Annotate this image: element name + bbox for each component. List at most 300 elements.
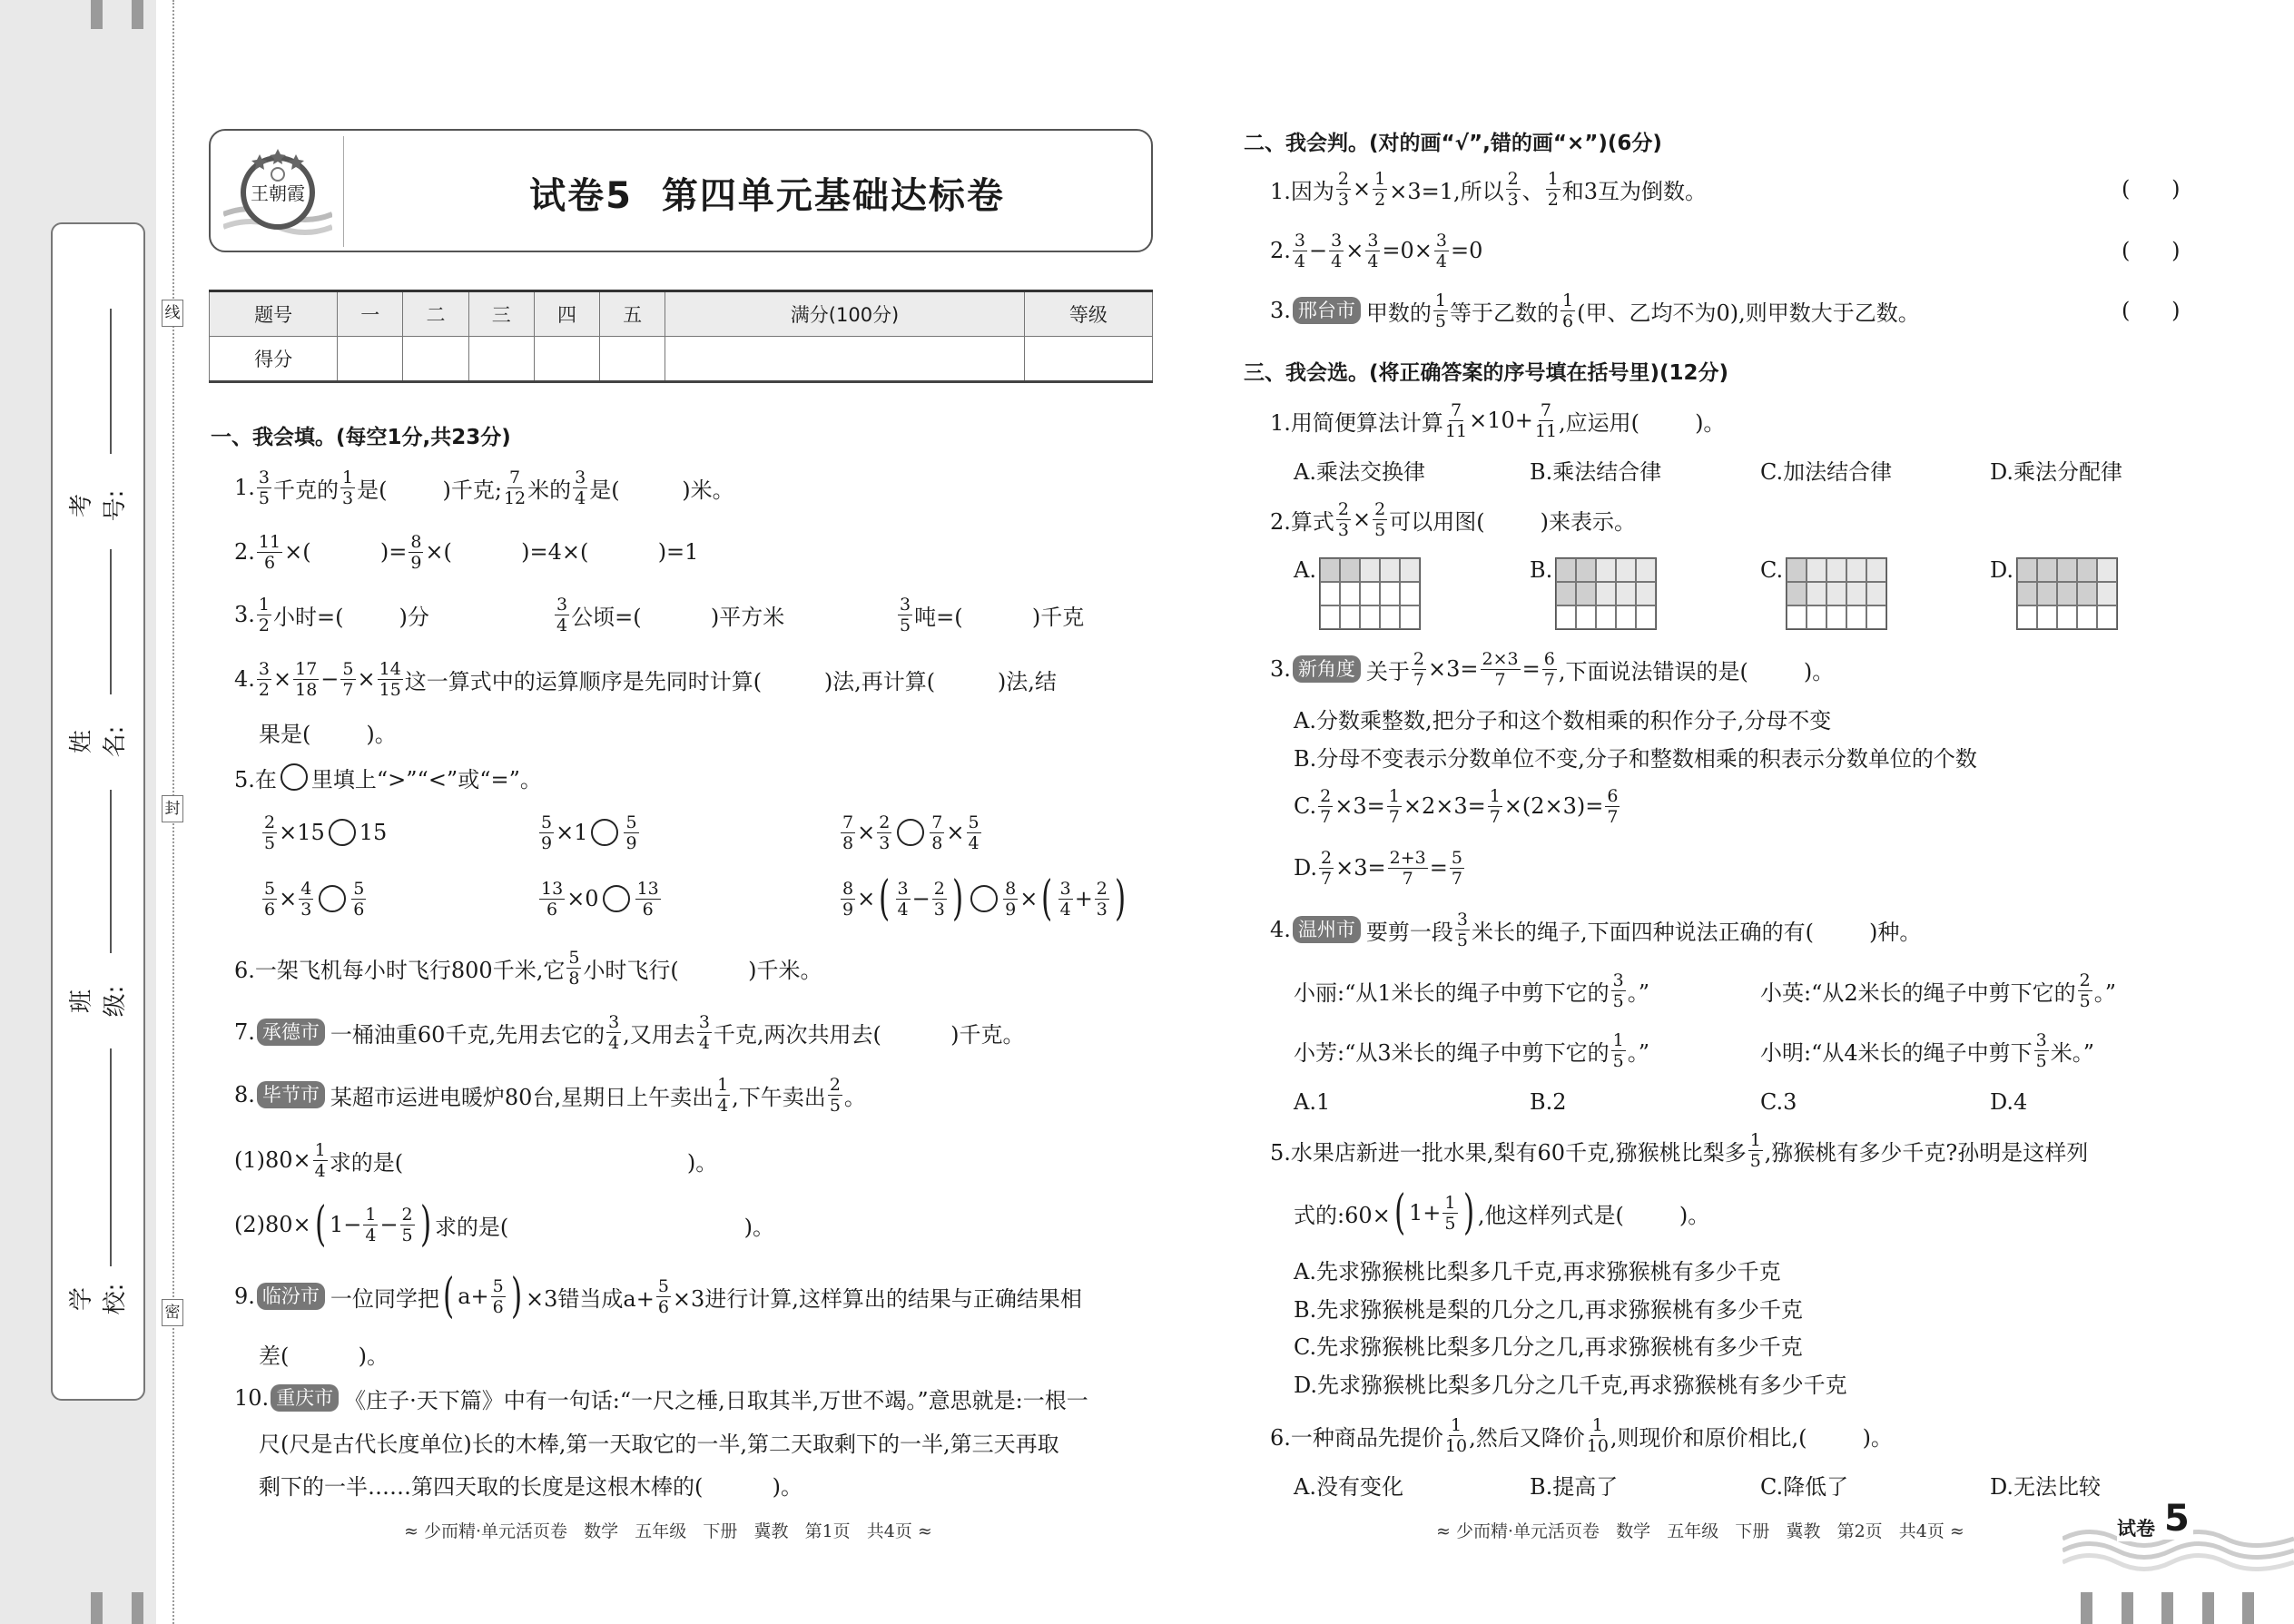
region-tag: 毕节市	[257, 1081, 325, 1108]
question-1-4-cont	[259, 706, 397, 757]
fraction-grid-c	[1786, 557, 1887, 630]
denominator: 2	[258, 679, 270, 700]
denominator: 2	[1547, 189, 1559, 210]
judge-1	[1270, 163, 1707, 214]
fraction	[351, 879, 366, 920]
text: ×	[1353, 176, 1372, 202]
denominator: 4	[1294, 251, 1305, 271]
grid-cell	[2097, 582, 2117, 605]
numerator: 1	[1450, 1414, 1462, 1435]
compare-circle[interactable]	[329, 819, 356, 846]
page-footer: ≈ 少而精·单元活页卷 数学 五年级 下册 冀教 第1页 共4页 ≈	[404, 1521, 932, 1541]
text: 6.一种商品先提价	[1270, 1424, 1443, 1451]
compare-item	[261, 807, 387, 858]
denominator: 7	[342, 679, 354, 700]
fraction	[539, 879, 565, 920]
denominator: 7	[1402, 868, 1413, 889]
text: D.	[1294, 855, 1318, 881]
numerator: 1	[717, 1074, 729, 1095]
text: 里填上“>”“<”或“=”。	[310, 766, 542, 792]
denominator: 18	[295, 679, 318, 700]
grid-cell	[1807, 605, 1826, 629]
statement-xiaoli	[1294, 965, 1649, 1016]
question-1-8	[234, 1069, 866, 1120]
section-1-heading	[211, 409, 511, 460]
denominator: 2	[1374, 189, 1386, 210]
statement-xiaofang	[1294, 1025, 1649, 1076]
text: 3.	[1270, 656, 1291, 682]
fraction	[1445, 1415, 1467, 1456]
question-1-3c	[896, 589, 1084, 640]
text: 米的	[527, 477, 572, 503]
registration-bar	[132, 0, 143, 29]
text: ×3=	[1335, 855, 1386, 881]
denominator: 4	[1331, 251, 1343, 271]
score-cell[interactable]	[338, 337, 403, 382]
fraction	[1365, 231, 1380, 271]
fraction	[313, 1140, 328, 1181]
grid-cell	[1846, 605, 1866, 629]
fraction	[491, 1276, 506, 1317]
exam-number-line[interactable]	[110, 309, 112, 454]
option-d: D.4	[1990, 1089, 2028, 1115]
fraction	[1488, 786, 1502, 827]
text: ×	[1345, 238, 1364, 263]
numerator: 6	[1543, 648, 1555, 669]
numerator: 1	[1562, 290, 1574, 310]
denominator: 6	[353, 899, 365, 920]
school-line[interactable]	[110, 1048, 112, 1266]
registration-bar	[2081, 1592, 2092, 1624]
grid-cell	[2097, 605, 2117, 629]
text: 一、我会填。(每空1分,共23分)	[211, 425, 511, 449]
denominator: 7	[1489, 806, 1501, 827]
numerator: 1	[1489, 785, 1501, 806]
region-tag: 临汾市	[257, 1283, 325, 1310]
text: 小时=( )分	[273, 604, 429, 630]
section-2-heading	[1244, 115, 1662, 166]
numerator: 13	[541, 878, 564, 899]
exam-number-badge	[2063, 1498, 2294, 1580]
numerator: 2	[1096, 878, 1108, 899]
denominator: 3	[1337, 519, 1349, 540]
grid-cell	[2017, 605, 2037, 629]
question-1-10-cont	[259, 1459, 802, 1510]
cut-mark: 密	[162, 1299, 183, 1326]
denominator: 8	[842, 832, 854, 853]
fraction	[257, 659, 271, 700]
exam-number-label: 考号:	[68, 489, 129, 522]
choice-5	[1270, 1125, 2088, 1176]
text: =	[1429, 855, 1448, 881]
question-1-8-2	[234, 1199, 774, 1250]
big-paren: (	[1041, 871, 1053, 926]
score-cell[interactable]	[665, 337, 1025, 382]
denominator: 5	[900, 615, 911, 635]
compare-item	[537, 807, 641, 858]
text: ×	[1353, 507, 1372, 532]
grid-cell	[2037, 582, 2057, 605]
grid-cell	[1320, 605, 1340, 629]
option-d	[1294, 842, 1466, 893]
grid-cell	[2037, 605, 2057, 629]
denominator: 6	[492, 1296, 504, 1317]
denominator: 6	[546, 899, 558, 920]
grid-cell	[1380, 605, 1400, 629]
grid-cell	[1400, 582, 1420, 605]
compare-circle[interactable]	[319, 885, 346, 912]
svg-text:王朝霞: 王朝霞	[251, 182, 305, 204]
choice-4	[1270, 904, 1921, 955]
fraction	[1605, 786, 1620, 827]
option-b: B.提高了	[1530, 1473, 1619, 1500]
text: 。	[843, 1084, 866, 1110]
judge-2	[1270, 225, 1482, 276]
numerator: 1	[1547, 168, 1559, 189]
text: ×	[857, 886, 876, 911]
text: B.分母不变表示分数单位不变,分子和整数相乘的积表示分数单位的个数	[1294, 745, 1977, 772]
denominator: 3	[300, 899, 312, 920]
numerator: 5	[1451, 847, 1462, 868]
fraction	[1445, 400, 1467, 441]
score-header-cell: 题号	[210, 291, 338, 337]
question-1-1	[234, 462, 734, 513]
compare-circle[interactable]	[603, 885, 630, 912]
fraction	[1388, 848, 1428, 889]
text: 二、我会判。(对的画“√”,错的画“×”)(6分)	[1244, 131, 1662, 155]
numerator: 2×3	[1482, 648, 1519, 669]
denominator: 7	[1494, 669, 1506, 690]
fraction	[1336, 499, 1351, 540]
option-d: D.	[1990, 557, 2014, 583]
text: −	[911, 886, 930, 911]
region-tag: 承德市	[257, 1019, 325, 1046]
fraction	[1546, 169, 1561, 210]
fraction	[409, 532, 423, 573]
fraction	[1433, 290, 1448, 331]
question-1-8-1	[234, 1135, 717, 1186]
denominator: 7	[1451, 868, 1462, 889]
score-cell[interactable]	[534, 337, 599, 382]
numerator: 11	[258, 531, 281, 552]
grid-cell	[1556, 558, 1576, 582]
numerator: 7	[508, 467, 521, 487]
grid-cell	[2057, 582, 2077, 605]
cut-mark: 线	[162, 300, 183, 327]
score-header-cell: 四	[534, 291, 599, 337]
text: 8.	[234, 1082, 255, 1107]
registration-bar	[91, 0, 103, 29]
option-c: C.加法结合律	[1760, 458, 1893, 485]
grid-cell	[1340, 558, 1360, 582]
text: 1.用简便算法计算	[1270, 409, 1443, 436]
option-d	[1294, 1357, 1847, 1408]
numerator: 8	[842, 878, 854, 899]
numerator: 3	[258, 467, 270, 487]
text: 米。”	[2050, 1039, 2094, 1066]
text: =	[1521, 656, 1541, 682]
fraction	[606, 1012, 621, 1053]
option-c: C.3	[1760, 1089, 1797, 1115]
compare-circle[interactable]	[970, 885, 998, 912]
fraction	[262, 812, 277, 853]
option-a: A.	[1294, 557, 1316, 583]
text: ×10+	[1469, 408, 1533, 433]
text: 关于	[1365, 658, 1410, 684]
text: 10.	[234, 1385, 270, 1411]
text: 甲数的	[1365, 300, 1432, 326]
denominator: 4	[575, 487, 586, 508]
text: ,下面说法错误的是( )。	[1558, 658, 1835, 684]
grid-cell	[1400, 558, 1420, 582]
numerator: 2	[1337, 168, 1349, 189]
registration-bar	[2161, 1592, 2173, 1624]
question-1-9-cont	[259, 1328, 389, 1379]
text: 。”	[1627, 979, 1649, 1006]
numerator: 2	[829, 1074, 841, 1095]
text: 差( )。	[259, 1343, 389, 1369]
exam-header	[209, 129, 1153, 252]
numerator: 1	[342, 467, 354, 487]
question-1-3a	[234, 589, 429, 640]
grid-cell	[1787, 605, 1807, 629]
text: 1.因为	[1270, 178, 1334, 204]
numerator: 1	[1388, 785, 1400, 806]
numerator: 5	[264, 878, 276, 899]
answer-paren[interactable]: ( )	[2122, 176, 2181, 202]
text: ×	[1019, 886, 1039, 911]
fraction	[378, 659, 403, 700]
grid-cell	[2077, 582, 2097, 605]
numerator: 5	[342, 658, 354, 679]
text: C.	[1294, 793, 1317, 819]
compare-item	[261, 873, 368, 924]
text: B.先求猕猴桃是梨的几分之几,再求猕猴桃有多少千克	[1294, 1296, 1803, 1323]
grid-cell	[2077, 605, 2097, 629]
name-line[interactable]	[110, 549, 112, 694]
numerator: 1	[1374, 168, 1386, 189]
option-d: D.无法比较	[1990, 1473, 2102, 1500]
numerator: 2	[1374, 498, 1386, 519]
fraction	[2078, 970, 2092, 1011]
grid-cell	[1616, 605, 1636, 629]
score-header-cell: 三	[468, 291, 534, 337]
fraction	[1293, 231, 1307, 271]
numerator: 7	[931, 812, 943, 832]
fraction	[1058, 879, 1073, 920]
numerator: 5	[625, 812, 637, 832]
denominator: 10	[1444, 1435, 1468, 1456]
text: a+	[458, 1284, 489, 1309]
fraction-grid-d	[2016, 557, 2118, 630]
compare-circle[interactable]	[897, 819, 924, 846]
text: 求的是( )。	[434, 1214, 775, 1240]
text: ×3=1,所以	[1389, 178, 1504, 204]
text: 米长的绳子,下面四种说法正确的有( )种。	[1472, 919, 1922, 945]
grid-cell	[1576, 582, 1596, 605]
numerator: 3	[1331, 230, 1343, 251]
option-a: A.乘法交换律	[1294, 458, 1425, 485]
numerator: 14	[379, 658, 401, 679]
numerator: 4	[300, 878, 312, 899]
numerator: 3	[1294, 230, 1305, 251]
numerator: 3	[1059, 878, 1071, 899]
denominator: 3	[1507, 189, 1519, 210]
score-cell[interactable]	[403, 337, 468, 382]
fraction	[340, 468, 355, 508]
numerator: 7	[842, 812, 854, 832]
grid-cell	[1826, 558, 1846, 582]
answer-paren[interactable]: ( )	[2122, 298, 2181, 323]
fraction	[1542, 649, 1557, 690]
text: ×2×3=	[1403, 793, 1486, 819]
text: 是( )千克;	[357, 477, 502, 503]
text: D.先求猕猴桃比梨多几分之几千克,再求猕猴桃有多少千克	[1294, 1372, 1847, 1398]
fraction	[1506, 169, 1521, 210]
grid-cell	[1807, 582, 1826, 605]
denominator: 4	[1367, 251, 1379, 271]
text: (甲、乙均不为0),则甲数大于乙数。	[1577, 300, 1920, 326]
option-c: C.降低了	[1760, 1473, 1849, 1500]
name-label: 姓名:	[68, 725, 129, 758]
numerator: 1	[1749, 1129, 1761, 1150]
fraction	[1373, 499, 1387, 540]
text: 一位同学把	[330, 1285, 439, 1312]
text: =0×	[1382, 238, 1433, 263]
denominator: 4	[1059, 899, 1071, 920]
numerator: 1	[1444, 1192, 1456, 1213]
score-header-cell: 二	[403, 291, 468, 337]
judge-3	[1270, 285, 1920, 336]
denominator: 6	[263, 552, 276, 573]
text: 2.算式	[1270, 508, 1334, 535]
denominator: 4	[1435, 251, 1447, 271]
text: ×( )=4×( )=1	[425, 539, 699, 565]
text: ,又用去	[623, 1021, 695, 1048]
text: 小时飞行( )千米。	[583, 957, 822, 983]
grid-cell	[2017, 582, 2037, 605]
denominator: 5	[258, 487, 270, 508]
denominator: 5	[1444, 1213, 1456, 1234]
fraction	[877, 812, 891, 853]
grid-cell	[1787, 582, 1807, 605]
numerator: 3	[575, 467, 586, 487]
text: 这一算式中的运算顺序是先同时计算( )法,再计算( )法,结	[404, 668, 1057, 694]
numerator: 8	[1005, 878, 1017, 899]
fraction	[566, 948, 581, 989]
denominator: 5	[1374, 519, 1386, 540]
numerator: 3	[900, 594, 911, 615]
fraction	[257, 595, 271, 635]
choice-2	[1270, 494, 1636, 545]
grid-cell	[2057, 558, 2077, 582]
fraction	[299, 879, 313, 920]
grid-cell	[1400, 605, 1420, 629]
denominator: 11	[1534, 420, 1558, 441]
text: ×15	[279, 820, 325, 845]
score-cell[interactable]	[468, 337, 534, 382]
text: 2.	[1270, 238, 1291, 263]
grid-cell	[1846, 582, 1866, 605]
badge-number: 5	[2161, 1498, 2193, 1540]
text: (1)80×	[234, 1147, 311, 1173]
text: ×(2×3)=	[1503, 793, 1604, 819]
denominator: 9	[625, 832, 637, 853]
big-paren: (	[1393, 1186, 1405, 1240]
denominator: 5	[1612, 990, 1624, 1011]
fraction	[1455, 910, 1470, 950]
denominator: 10	[1586, 1435, 1609, 1456]
compare-circle[interactable]	[281, 763, 308, 791]
denominator: 3	[1337, 189, 1349, 210]
big-paren: )	[951, 871, 964, 926]
numerator: 3	[608, 1011, 620, 1032]
text: 小芳:“从3米长的绳子中剪下它的	[1294, 1039, 1610, 1066]
compare-circle[interactable]	[591, 819, 618, 846]
registration-bar	[132, 1592, 143, 1624]
text: 可以用图( )来表示。	[1389, 508, 1636, 535]
denominator: 5	[829, 1095, 841, 1116]
score-header-cell: 满分(100分)	[665, 291, 1025, 337]
option-c: C.	[1760, 557, 1784, 583]
grid-cell	[1360, 582, 1380, 605]
numerator: 7	[1450, 399, 1462, 420]
text: 千克,两次共用去( )千克。	[713, 1021, 1025, 1048]
text: ,则现价和原价相比,( )。	[1610, 1424, 1893, 1451]
denominator: 5	[1456, 930, 1468, 950]
grid-cell	[2057, 605, 2077, 629]
text: 要剪一段	[1365, 919, 1453, 945]
denominator: 7	[1388, 806, 1400, 827]
text: 9.	[234, 1284, 255, 1309]
numerator: 2	[264, 812, 276, 832]
big-paren: (	[879, 871, 891, 926]
option-a: A.1	[1294, 1089, 1331, 1115]
text: 5.在	[234, 766, 277, 792]
grid-cell	[1360, 558, 1380, 582]
numerator: 1	[365, 1204, 377, 1225]
numerator: 3	[897, 878, 909, 899]
text: ×0	[566, 886, 599, 911]
denominator: 7	[1543, 669, 1555, 690]
fraction	[1434, 231, 1449, 271]
text: ×3=	[1428, 656, 1479, 682]
region-tag: 新角度	[1293, 655, 1361, 683]
page-footer: ≈ 少而精·单元活页卷 数学 五年级 下册 冀教 第2页 共4页 ≈	[1436, 1521, 1964, 1541]
text: ×	[357, 666, 376, 692]
grid-cell	[1616, 558, 1636, 582]
fraction	[898, 595, 912, 635]
numerator: 5	[968, 812, 980, 832]
text: 6.一架飞机每小时飞行800千米,它	[234, 957, 566, 983]
score-cell[interactable]	[1024, 337, 1152, 382]
text: 公顷=( )平方米	[571, 604, 785, 630]
text: 1+	[1409, 1200, 1442, 1225]
fraction	[930, 812, 944, 853]
answer-paren[interactable]: ( )	[2122, 238, 2181, 263]
region-tag: 重庆市	[271, 1384, 339, 1412]
class-line[interactable]	[110, 790, 112, 953]
score-cell[interactable]	[600, 337, 665, 382]
denominator: 9	[1005, 899, 1017, 920]
denominator: 3	[342, 487, 354, 508]
fraction	[697, 1012, 712, 1053]
numerator: 2	[1337, 498, 1349, 519]
numerator: 2	[1320, 785, 1332, 806]
text: 4.	[234, 666, 255, 692]
region-tag: 邢台市	[1293, 297, 1361, 324]
fraction-grid-b	[1555, 557, 1657, 630]
